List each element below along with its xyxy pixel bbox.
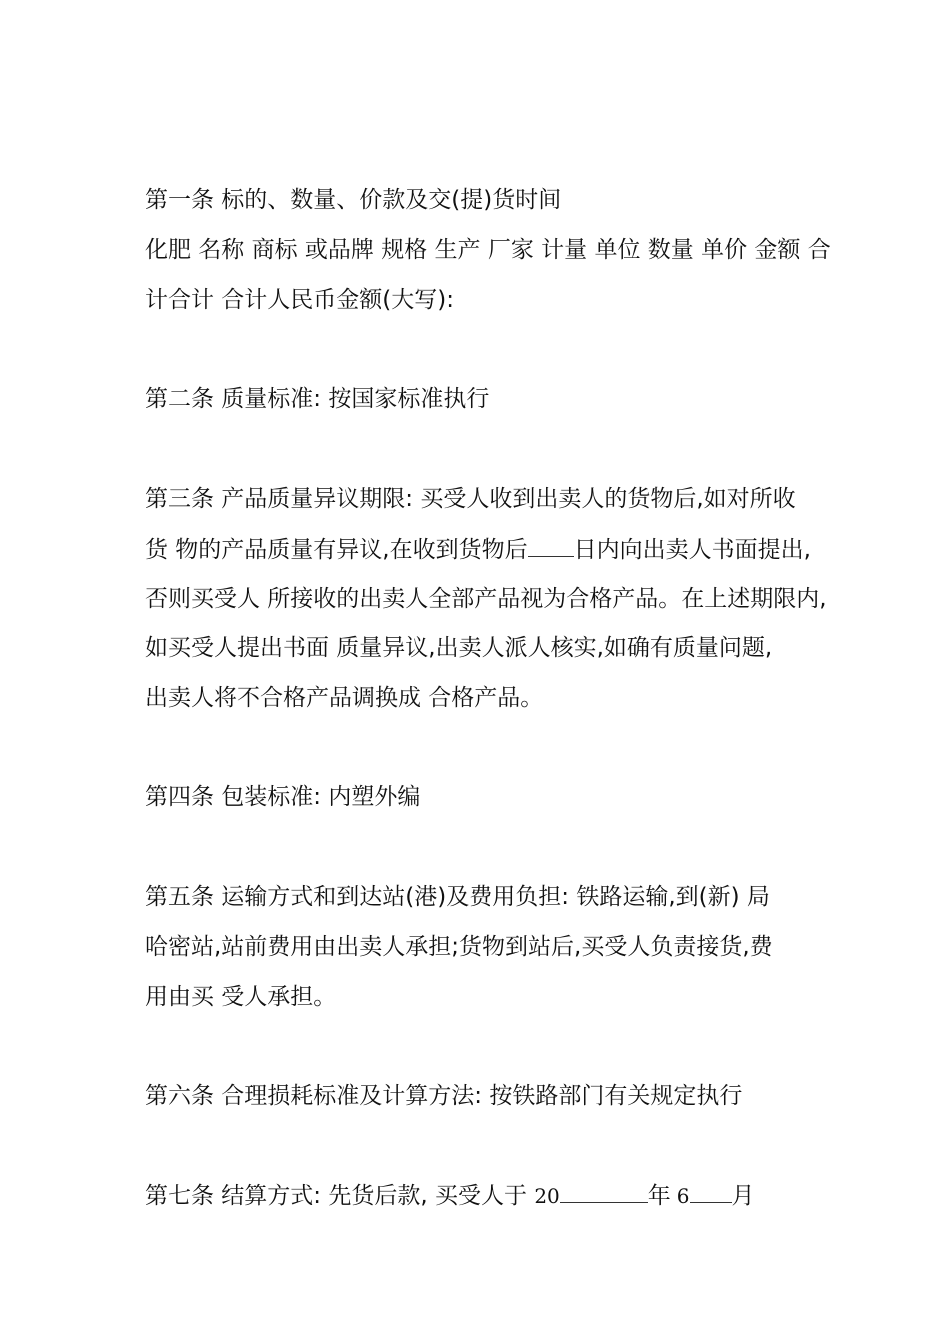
clause-4-line-1: 第四条 包装标准: 内塑外编 (145, 784, 421, 810)
clause-2-line-1: 第二条 质量标准: 按国家标准执行 (145, 386, 490, 412)
clause-1-line-2: 化肥 名称 商标 或品牌 规格 生产 厂家 计量 单位 数量 单价 金额 合 (145, 237, 831, 263)
clause-6-line-1: 第六条 合理损耗标准及计算方法: 按铁路部门有关规定执行 (145, 1083, 743, 1109)
month-value: 6 (676, 1184, 690, 1208)
clause-3-line-3: 否则买受人 所接收的出卖人全部产品视为合格产品。在上述期限内, (145, 586, 827, 612)
clause-1-line-3: 计合计 合计人民币金额(大写): (145, 287, 455, 313)
days-blank (528, 534, 574, 557)
year-blank (560, 1180, 648, 1203)
clause-5-line-2: 哈密站,站前费用由出卖人承担;货物到站后,买受人负责接货,费 (145, 934, 773, 960)
clause-3-line-2-before-blank: 货 物的产品质量有异议,在收到货物后 (145, 537, 528, 563)
year-label: 年 (647, 1183, 671, 1209)
clause-1-title: 第一条 标的、数量、价款及交(提)货时间 (145, 187, 562, 213)
clause-3-line-5: 出卖人将不合格产品调换成 合格产品。 (145, 685, 544, 711)
year-prefix: 20 (534, 1184, 560, 1208)
clause-3-line-4: 如买受人提出书面 质量异议,出卖人派人核实,如确有质量问题, (145, 635, 773, 661)
clause-5-line-3: 用由买 受人承担。 (145, 984, 337, 1010)
clause-3-line-2-after-blank: 日内向出卖人书面提出, (573, 537, 811, 563)
clause-3-line-2 (145, 534, 825, 565)
clause-7-text: 第七条 结算方式: 先货后款, 买受人于 (145, 1183, 535, 1209)
clause-3-line-1: 第三条 产品质量异议期限: 买受人收到出卖人的货物后,如对所收 (145, 486, 796, 512)
clause-7-line-1 (145, 1180, 825, 1211)
month-blank (690, 1180, 732, 1203)
month-label: 月 (731, 1183, 755, 1209)
clause-5-line-1: 第五条 运输方式和到达站(港)及费用负担: 铁路运输,到(新) 局 (145, 884, 770, 910)
